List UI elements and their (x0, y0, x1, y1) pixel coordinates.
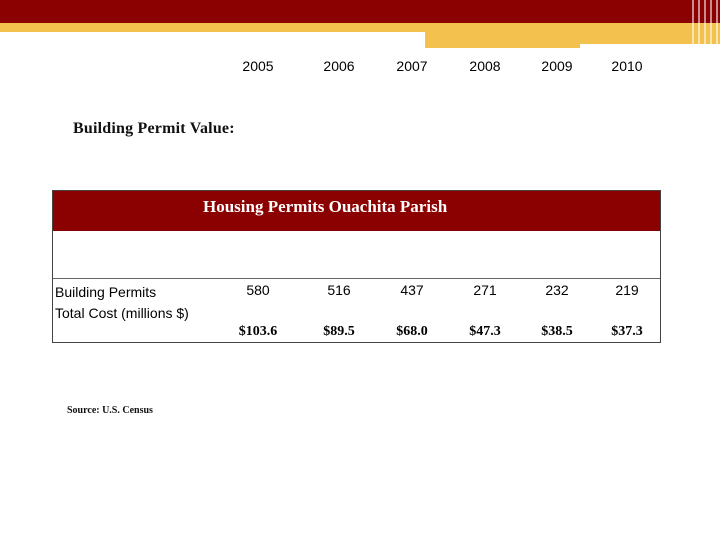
table-cell: $47.3 (469, 324, 501, 339)
table-cell: $103.6 (238, 324, 278, 339)
table-title: Housing Permits Ouachita Parish (203, 197, 448, 216)
row-label-total-cost: Total Cost (millions $) (55, 305, 189, 321)
year-header: 2007 (396, 58, 428, 74)
table-cell: $37.3 (611, 324, 643, 339)
year-header: 2008 (469, 58, 501, 74)
table-cell: $89.5 (323, 324, 355, 339)
row-label-building-permits: Building Permits (55, 284, 157, 300)
table-header-bar (53, 191, 660, 231)
table-cell: 271 (473, 282, 497, 298)
year-header: 2005 (242, 58, 274, 74)
gold-band-accent (425, 32, 720, 44)
table-cell: 219 (615, 282, 639, 298)
table-cell: $38.5 (541, 324, 573, 339)
table-cell: 437 (400, 282, 424, 298)
source-note: Source: U.S. Census (67, 405, 153, 416)
year-header: 2009 (541, 58, 573, 74)
year-header: 2006 (323, 58, 355, 74)
table-cell: 580 (246, 282, 270, 298)
decorative-stripes (690, 0, 720, 45)
year-header: 2010 (611, 58, 643, 74)
row-divider (53, 278, 660, 279)
page-heading: Building Permit Value: (73, 120, 235, 137)
gold-band (0, 23, 720, 32)
gold-band-accent-small (425, 44, 580, 48)
table-cell: 232 (545, 282, 569, 298)
table-cell: $68.0 (396, 324, 428, 339)
table-cell: 516 (327, 282, 351, 298)
top-banner (0, 0, 720, 23)
